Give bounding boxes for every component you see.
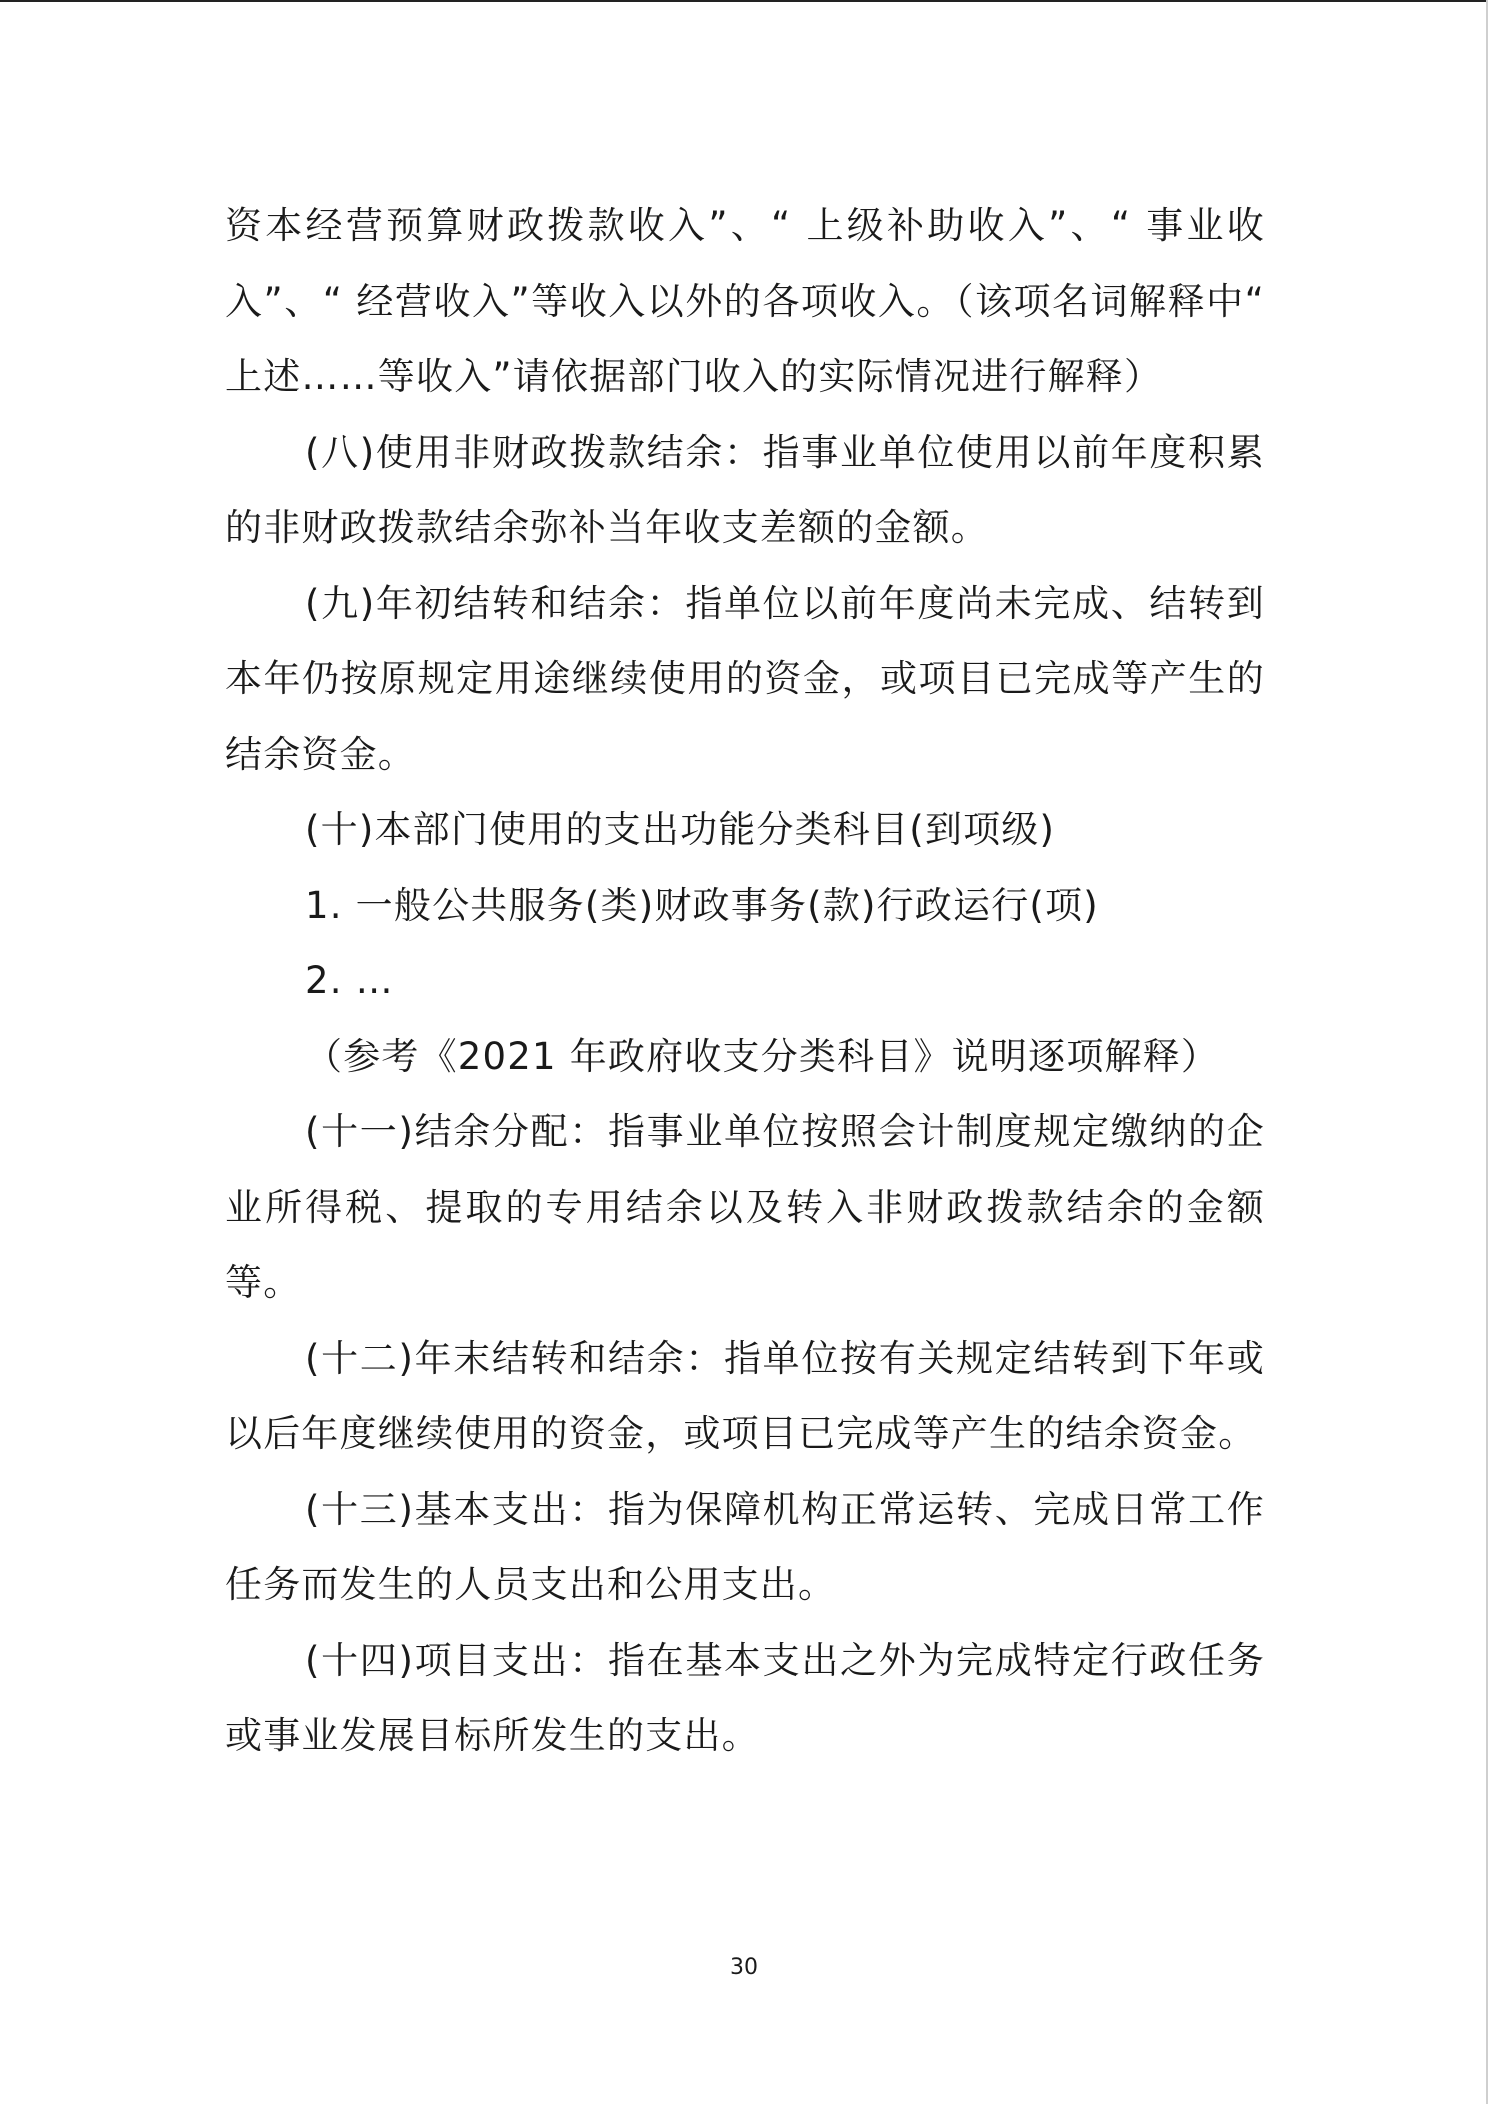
paragraph-subitem-1: 1. 一般公共服务(类)财政事务(款)行政运行(项) bbox=[305, 883, 1099, 927]
paragraph-item-9: (九)年初结转和结余：指单位以前年度尚未完成、结转到本年仍按原规定用途继续使用的资金，或项目已完成等产生的结余资金。 bbox=[225, 581, 1265, 776]
paragraph-item-10: (十)本部门使用的支出功能分类科目(到项级) bbox=[305, 808, 1056, 851]
paragraph-item-8: (八)使用非财政拨款结余：指事业单位使用以前年度积累的非财政拨款结余弥补当年收支差额的金额。 bbox=[225, 430, 1265, 549]
paragraph-item-12: (十二)年末结转和结余：指单位按有关规定结转到下年或以后年度继续使用的资金，或项目已完成等产生的结余资金。 bbox=[225, 1336, 1265, 1455]
paragraph-item-13: (十三)基本支出：指为保障机构正常运转、完成日常工作任务而发生的人员支出和公用支出。 bbox=[225, 1487, 1265, 1606]
paragraph-income-continuation: 资本经营预算财政拨款收入”、“ 上级补助收入”、“ 事业收入”、“ 经营收入”等收入以外的各项收入。（该项名词解释中“ 上述……等收入”请依据部门收入的实际情况进行解释） bbox=[225, 204, 1265, 398]
paragraph-subitem-2: 2. … bbox=[305, 959, 394, 1002]
document-body bbox=[225, 188, 1265, 1774]
page-top-border bbox=[0, 0, 1488, 2]
paragraph-reference-note: （参考《2021 年政府收支分类科目》说明逐项解释） bbox=[305, 1034, 1220, 1078]
page-number: 30 bbox=[730, 1955, 758, 1980]
paragraph-item-11: (十一)结余分配：指事业单位按照会计制度规定缴纳的企业所得税、提取的专用结余以及转入非财政拨款结余的金额等。 bbox=[225, 1110, 1265, 1304]
paragraph-item-14: (十四)项目支出：指在基本支出之外为完成特定行政任务或事业发展目标所发生的支出。 bbox=[225, 1638, 1265, 1757]
